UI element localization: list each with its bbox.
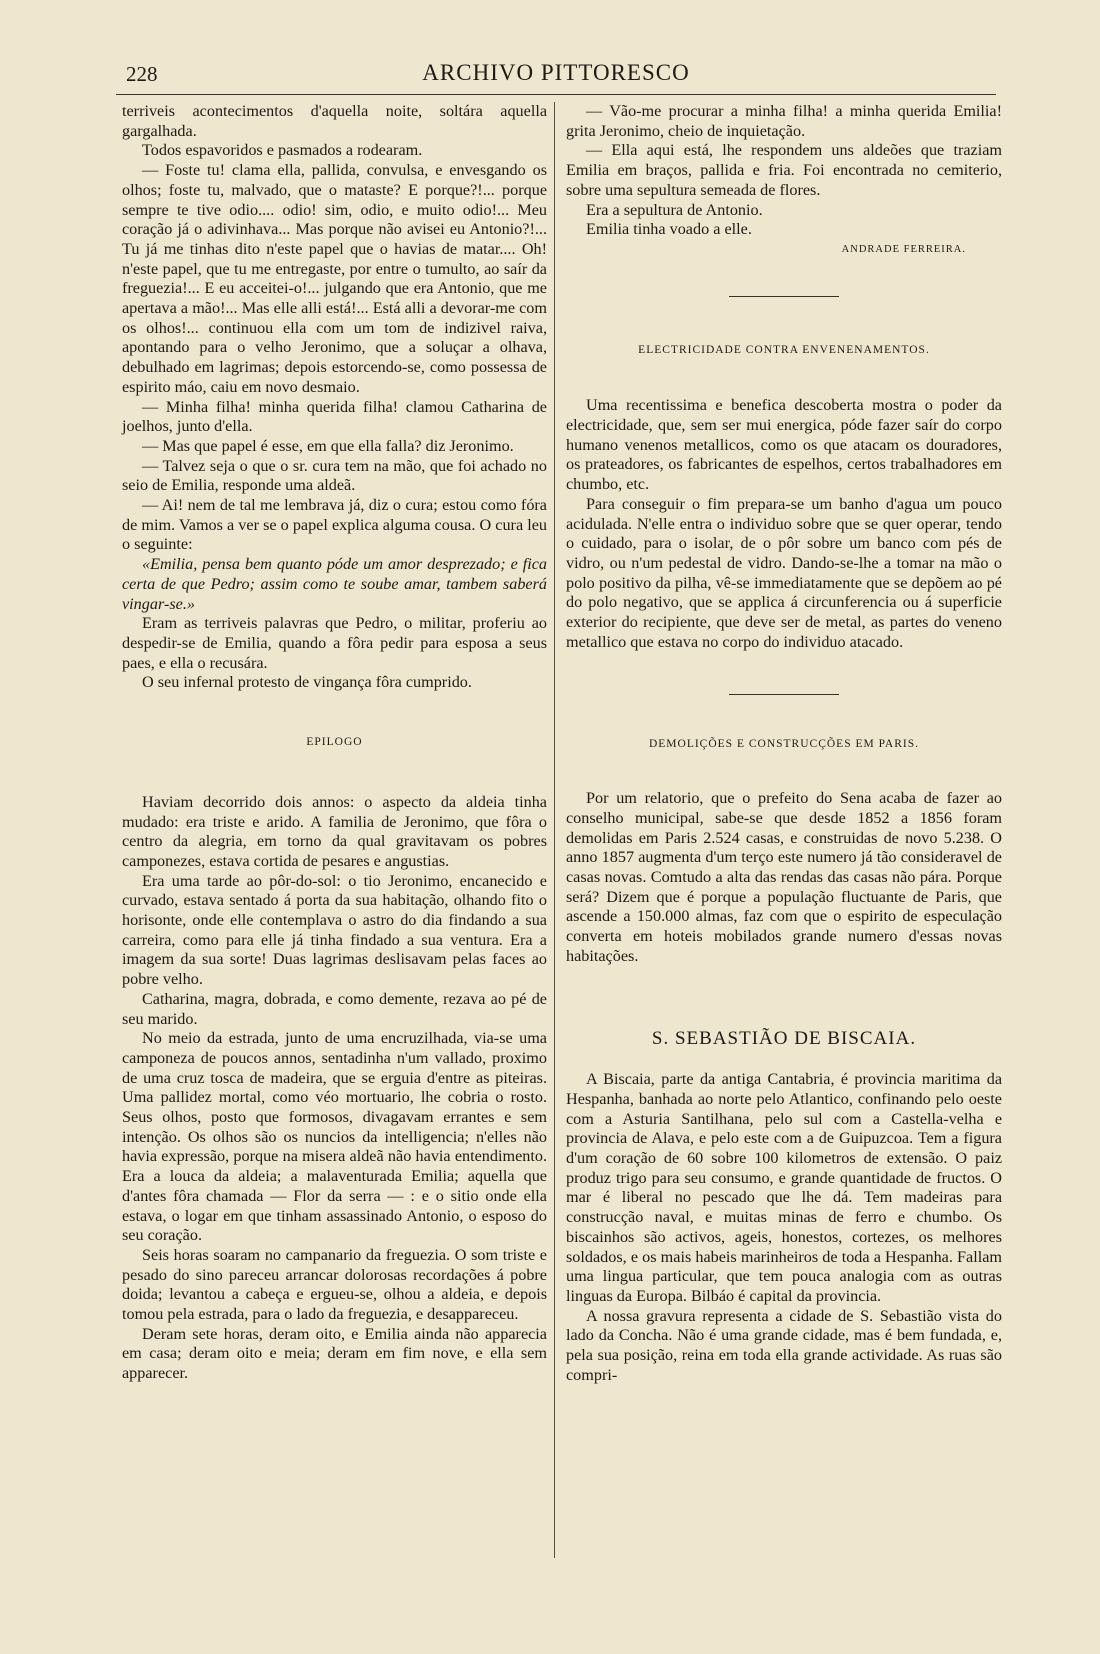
section-title-epilogo: EPILOGO (306, 736, 363, 749)
epilogo-paragraph: Haviam decorrido dois annos: o aspecto da aldeia tinha mudado: era triste e arido. A familia de Jeronimo, que fôra o centro da alegria, em torno da qual gravitavam os pobres camponezes, estava cortida de pesares e angustias. (122, 792, 547, 870)
epilogo-paragraph: No meio da estrada, junto de uma encruzilhada, via-se uma camponeza de poucos annos, sentadinha n'um vallado, proximo de uma cruz tosca de madeira, que se erguia d'entre as piteiras. Uma pallidez mortal, como véo mortuario, lhe cobria o rosto. Seus olhos, posto que formosos, divagavam errantes e sem intenção. Os olhos são os nuncios da intelligencia; n'elles não havia expressão, porque na misera aldeã não havia entendimento. Era a louca da aldeia; a malaventurada Emilia; aquella que d'antes fôra chamada — Flor da serra — : e o sitio onde ella estava, o logar em que tinham assassinado Antonio, o esposo do seu coração. (122, 1029, 547, 1245)
story-paragraph: — Ai! nem de tal me lembrava já, diz o cura; estou como fóra de mim. Vamos a ver se o papel explica alguma cousa. O cura leu o seguinte: (122, 496, 547, 554)
author-signature: ANDRADE FERREIRA. (841, 243, 966, 255)
article-paragraph: Para conseguir o fim prepara-se um banho d'agua um pouco acidulada. N'elle entra o individuo sobre que se quer operar, tendo o cuidado, para o isolar, de o pôr sobre um banco com pés de vidro, ou n'um pedestal de vidro. Dando-se-lhe a tomar na mão o polo positivo da pilha, vê-se immediatamente que se depõem ao pé do polo negativo, que se applica á circunferencia ou á superficie exterior do recipiente, que deve ser de metal, as partes do veneno metallico que estava no corpo do individuo atacado. (566, 494, 1002, 651)
story-paragraph: Todos espavoridos e pasmados a rodearam. (142, 141, 423, 160)
page-header (116, 58, 996, 90)
epilogo-paragraph: Seis horas soaram no campanario da freguezia. O som triste e pesado do sino pareceu arrancar dolorosas recordações á pobre doida; levantou a cabeça e ergueu-se, olhou a aldeia, e depois tomou pela estrada, para o lado da freguezia, e desappareceu. (122, 1245, 547, 1324)
story-paragraph: terriveis acontecimentos d'aquella noite, soltára aquella gargalhada. (122, 102, 547, 140)
epilogo-paragraph: Era uma tarde ao pôr-do-sol: o tio Jeronimo, encanecido e curvado, estava sentado á porta da sua habitação, olhando fito o horisonte, onde elle contemplava o astro do dia findando a sua carreira, como para elle já tinha findado a sua ventura. Era a imagem da sua sorte! Duas lagrimas deslisavam pelas faces ao pobre velho. (122, 871, 547, 989)
epilogo-paragraph: Catharina, magra, dobrada, e como demente, rezava ao pé de seu marido. (122, 989, 547, 1028)
story-end-paragraph: Era a sepultura de Antonio. (586, 200, 763, 219)
left-column (122, 102, 547, 1384)
column-divider (554, 102, 555, 1558)
story-paragraph: Eram as terriveis palavras que Pedro, o militar, proferiu ao despedir-se de Emilia, quando a fôra pedir para esposa a seus paes, e ella o recusára. (122, 614, 547, 672)
story-end-paragraph: — Vão-me procurar a minha filha! a minha querida Emilia! grita Jeronimo, cheio de inquietação. (566, 102, 1002, 140)
page-number: 228 (126, 62, 158, 86)
article-paragraph: A nossa gravura representa a cidade de S. Sebastião vista do lado da Concha. Não é uma grande cidade, mas é bem fundada, e, pela sua posição, reina em toda ella grande actividade. As ruas são compri- (566, 1306, 1002, 1384)
header-rule (116, 94, 996, 95)
story-end-paragraph: — Ella aqui está, lhe respondem uns aldeões que traziam Emilia em braços, pallida e fria. Foi encontrada no cemiterio, sobre uma sepultura semeada de flores. (566, 141, 1002, 199)
article-title-biscaia: S. SEBASTIÃO DE BISCAIA. (651, 1027, 917, 1049)
epilogo-paragraph: Deram sete horas, deram oito, e Emilia ainda não apparecia em casa; deram oito e meia; deram em fim nove, e ella sem apparecer. (122, 1324, 547, 1383)
story-paragraph: — Foste tu! clama ella, pallida, convulsa, e envesgando os olhos; foste tu, malvado, que o mataste? E porque?!... porque sempre te tive odio.... odio! sim, odio, e muito odio!... Meu coração já o adivinhava... Mas porque não avisei eu Antonio?!... Tu já me tinhas dito n'este papel que o havias de matar.... Oh! n'este papel, que tu me entregaste, por entre o tumulto, ao saír da freguezia!... E eu acceitei-o!... julgando que era Antonio, que me apertava a mão!... Mas elle alli está!... Está alli a devorar-me com os olhos!... continuou ella com um tom de indizivel raiva, apontando para o velho Jeronimo, que a soluçar a olhava, debulhado em lagrimas; depois estorcendo-se, como possessa de espirito máo, caiu em novo desmaio. (122, 161, 547, 396)
story-paragraph: O seu infernal protesto de vingança fôra cumprido. (142, 673, 472, 692)
article-title-electricidade: ELECTRICIDADE CONTRA ENVENENAMENTOS. (638, 343, 930, 356)
right-column (566, 102, 1002, 1385)
article-title-demolicoes: DEMOLIÇÕES E CONSTRUCÇÕES EM PARIS. (648, 738, 920, 751)
article-paragraph: Por um relatorio, que o prefeito do Sena acaba de fazer ao conselho municipal, sabe-se que desde 1852 a 1856 foram demolidas em Paris 2.524 casas, e construidas de novo 5.238. O anno 1857 augmenta d'um terço este numero já tão consideravel de casas novas. Comtudo a alta das rendas das casas não pára. Porque será? Dizem que é porque a população fluctuante de Paris, que ascende a 150.000 almas, faz com que o espirito de especulação converta em hoteis mobilados grande numero d'essas novas habitações. (566, 789, 1002, 965)
story-paragraph: — Mas que papel é esse, em que ella falla? diz Jeronimo. (142, 436, 514, 455)
running-title: ARCHIVO PITTORESCO (422, 60, 690, 85)
story-end-paragraph: Emilia tinha voado a elle. (586, 220, 752, 239)
article-paragraph: Uma recentissima e benefica descoberta mostra o poder da electricidade, que, sem ser mui energica, póde fazer saír do corpo humano venenos metallicos, como os que atacam os douradores, os prateadores, os fabricantes de espelhos, certos trabalhadores em chumbo, etc. (566, 396, 1002, 494)
quoted-letter: «Emilia, pensa bem quanto póde um amor desprezado; e fica certa de que Pedro; assim como te soube amar, tambem saberá vingar-se.» (122, 555, 547, 613)
article-paragraph: A Biscaia, parte da antiga Cantabria, é provincia maritima da Hespanha, banhada ao norte pelo Atlantico, confinando pelo oeste com a Asturia Santilhana, pelo sul com a Castella-velha e provincia de Alava, e pelo este com a de Guipuzcoa. Tem a figura d'um coração de 60 sobre 100 kilometros de extensão. O paiz produz trigo para seu consumo, e grande quantidade de fructos. O mar é liberal no pescado que lhe dá. Tem madeiras para construcção naval, e muitas minas de ferro e chumbo. Os biscainhos são activos, ageis, honestos, cortezes, os melhores soldados, e os mais habeis marinheiros de toda a Hespanha. Fallam uma lingua particular, que tem pouca analogia com as outras linguas da Europa. Bilbáo é capital da provincia. (566, 1070, 1002, 1305)
story-paragraph: — Minha filha! minha querida filha! clamou Catharina de joelhos, junto d'ella. (122, 397, 547, 436)
story-paragraph: — Talvez seja o que o sr. cura tem na mão, que foi achado no seio de Emilia, responde uma aldeã. (122, 456, 547, 495)
